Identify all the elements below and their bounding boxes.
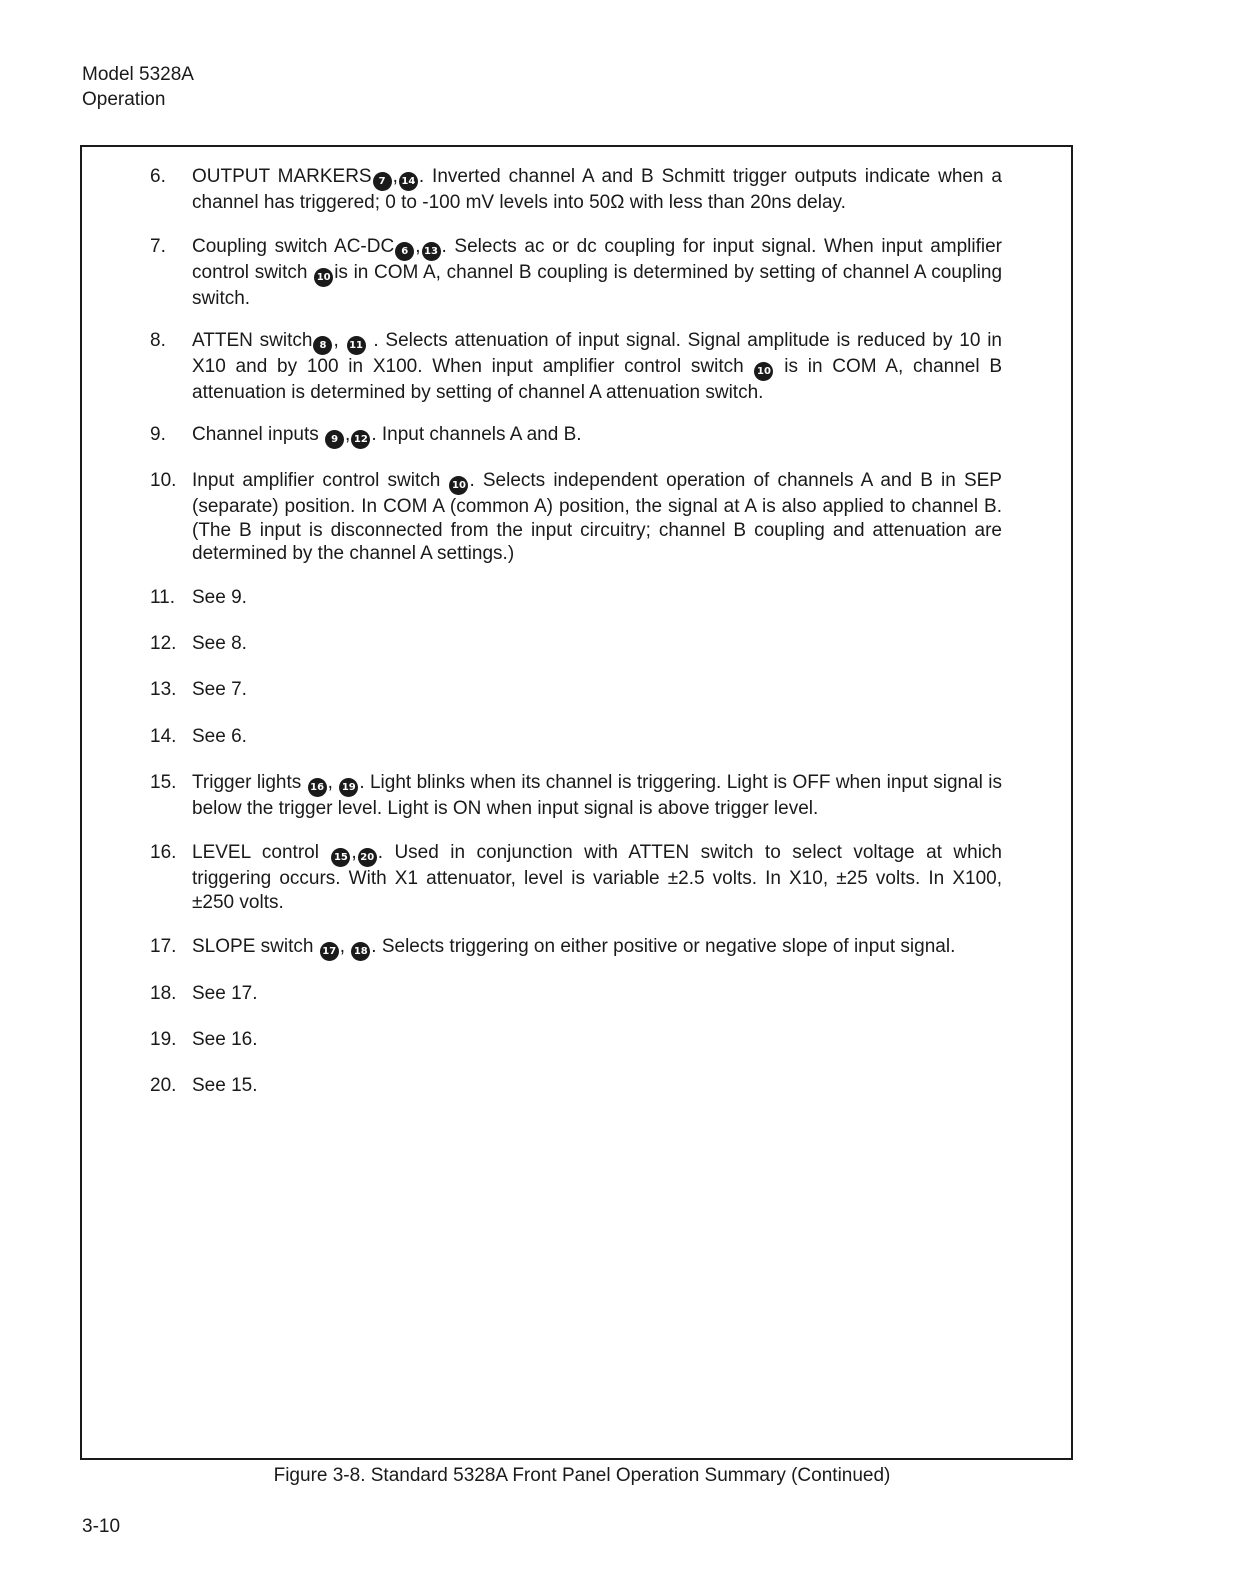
item-text [192, 1074, 1002, 1098]
page-header [82, 62, 194, 112]
item-text-segment: See 8. [192, 633, 247, 654]
callout-number-icon: 7 [373, 172, 392, 191]
page-number: 3-10 [82, 1516, 121, 1537]
item-text-segment: . Light blinks when its channel is triggering. Light is OFF when input signal is below the trigger level. Light is ON when input signal is above trigger level. [192, 772, 1003, 819]
callout-number-icon: 9 [325, 430, 344, 449]
item-text [192, 165, 1002, 215]
item-text [192, 586, 1002, 610]
callout-number-icon: 10 [754, 362, 773, 381]
item-text-segment: . Selects ac or dc coupling for input signal. When input amplifier control switch [192, 236, 1002, 283]
item-text-segment: , [339, 936, 351, 957]
item-text-segment: , [333, 330, 346, 351]
item-text [192, 678, 1002, 702]
item-number: 10. [150, 470, 177, 491]
callout-number-icon: 17 [320, 942, 339, 961]
item-text [192, 771, 1002, 821]
item-text-segment: . Selects independent operation of channels A and B in SEP (separate) position. In COM A (common A) position, the signal at A is also applied to channel B. (The B input is disconnected from the input circuitry; channel B coupling and attenuation are determined by the channel A settings.) [192, 470, 1002, 564]
callout-number-icon: 19 [339, 778, 358, 797]
item-text [192, 329, 1002, 405]
callout-number-icon: 6 [395, 242, 414, 261]
item-text-segment: See 15. [192, 1075, 258, 1096]
item-number: 11. [150, 587, 176, 608]
item-text-segment: , [415, 236, 421, 257]
callout-number-icon: 16 [308, 778, 327, 797]
item-number: 7. [150, 236, 166, 257]
item-text-segment: . Used in conjunction with ATTEN switch to select voltage at which triggering occurs. With X1 attenuator, level is variable ±2.5 volts. In X10, ±25 volts. In X100, ±250 volts. [192, 842, 1002, 913]
item-text-segment: ATTEN switch [192, 330, 313, 351]
section-label: Operation [82, 89, 166, 110]
item-number: 12. [150, 633, 177, 654]
figure-caption-text: Figure 3-8. Standard 5328A Front Panel Operation Summary (Continued) [273, 1465, 891, 1486]
item-text-segment: . Inverted channel A and B Schmitt trigger outputs indicate when a channel has triggered; 0 to -100 mV levels into 50Ω with less than 20ns delay. [192, 166, 1002, 213]
callout-number-icon: 15 [331, 848, 350, 867]
callout-number-icon: 11 [347, 336, 366, 355]
item-text-segment: See 9. [192, 587, 247, 608]
item-text [192, 935, 1002, 961]
item-text-segment: See 7. [192, 679, 247, 700]
callout-number-icon: 12 [351, 430, 370, 449]
callout-number-icon: 20 [358, 848, 377, 867]
item-text-segment: . Selects attenuation of input signal. Signal amplitude is reduced by 10 in X10 and by 100 in X100. When input amplifier control switch [192, 330, 1002, 377]
item-text-segment: See 17. [192, 983, 258, 1004]
item-text-segment: , [327, 772, 339, 793]
item-text-segment: See 16. [192, 1029, 258, 1050]
item-text-segment: is in COM A, channel B coupling is determined by setting of channel A coupling switch. [192, 262, 1003, 309]
item-text [192, 982, 1002, 1006]
callout-number-icon: 13 [422, 242, 441, 261]
item-text-segment: LEVEL control [192, 842, 331, 863]
item-text-segment: See 6. [192, 726, 247, 747]
callout-number-icon: 18 [351, 942, 370, 961]
figure-frame [80, 145, 1073, 1460]
item-text [192, 235, 1002, 311]
item-number: 17. [150, 936, 177, 957]
item-number: 19. [150, 1029, 177, 1050]
item-number: 16. [150, 842, 177, 863]
item-number: 18. [150, 983, 177, 1004]
item-text-segment: , [351, 842, 357, 863]
item-number: 15. [150, 772, 177, 793]
item-text [192, 469, 1002, 566]
item-text-segment: OUTPUT MARKERS [192, 166, 372, 187]
figure-caption [0, 1465, 1236, 1487]
item-number: 20. [150, 1075, 177, 1096]
item-text [192, 1028, 1002, 1052]
item-text [192, 725, 1002, 749]
item-number: 13. [150, 679, 177, 700]
item-text-segment: , [345, 424, 351, 445]
callout-number-icon: 10 [449, 476, 468, 495]
item-text-segment: Input amplifier control switch [192, 470, 449, 491]
model-label: Model 5328A [82, 64, 194, 85]
item-text-segment: SLOPE switch [192, 936, 319, 957]
item-text-segment: . Selects triggering on either positive or negative slope of input signal. [371, 936, 956, 957]
item-number: 6. [150, 166, 166, 187]
callout-number-icon: 8 [313, 336, 332, 355]
item-number: 14. [150, 726, 177, 747]
item-text-segment: is in COM A, channel B attenuation is determined by setting of channel A attenuation switch. [192, 356, 1002, 403]
item-text [192, 423, 1002, 449]
item-text [192, 632, 1002, 656]
item-text-segment: Trigger lights [192, 772, 307, 793]
item-text-segment: . Input channels A and B. [371, 424, 582, 445]
callout-number-icon: 14 [399, 172, 418, 191]
item-text [192, 841, 1002, 914]
callout-number-icon: 10 [314, 268, 333, 287]
item-text-segment: , [392, 166, 398, 187]
item-number: 8. [150, 330, 166, 351]
item-number: 9. [150, 424, 166, 445]
item-text-segment: Coupling switch AC-DC [192, 236, 395, 257]
item-text-segment: Channel inputs [192, 424, 325, 445]
